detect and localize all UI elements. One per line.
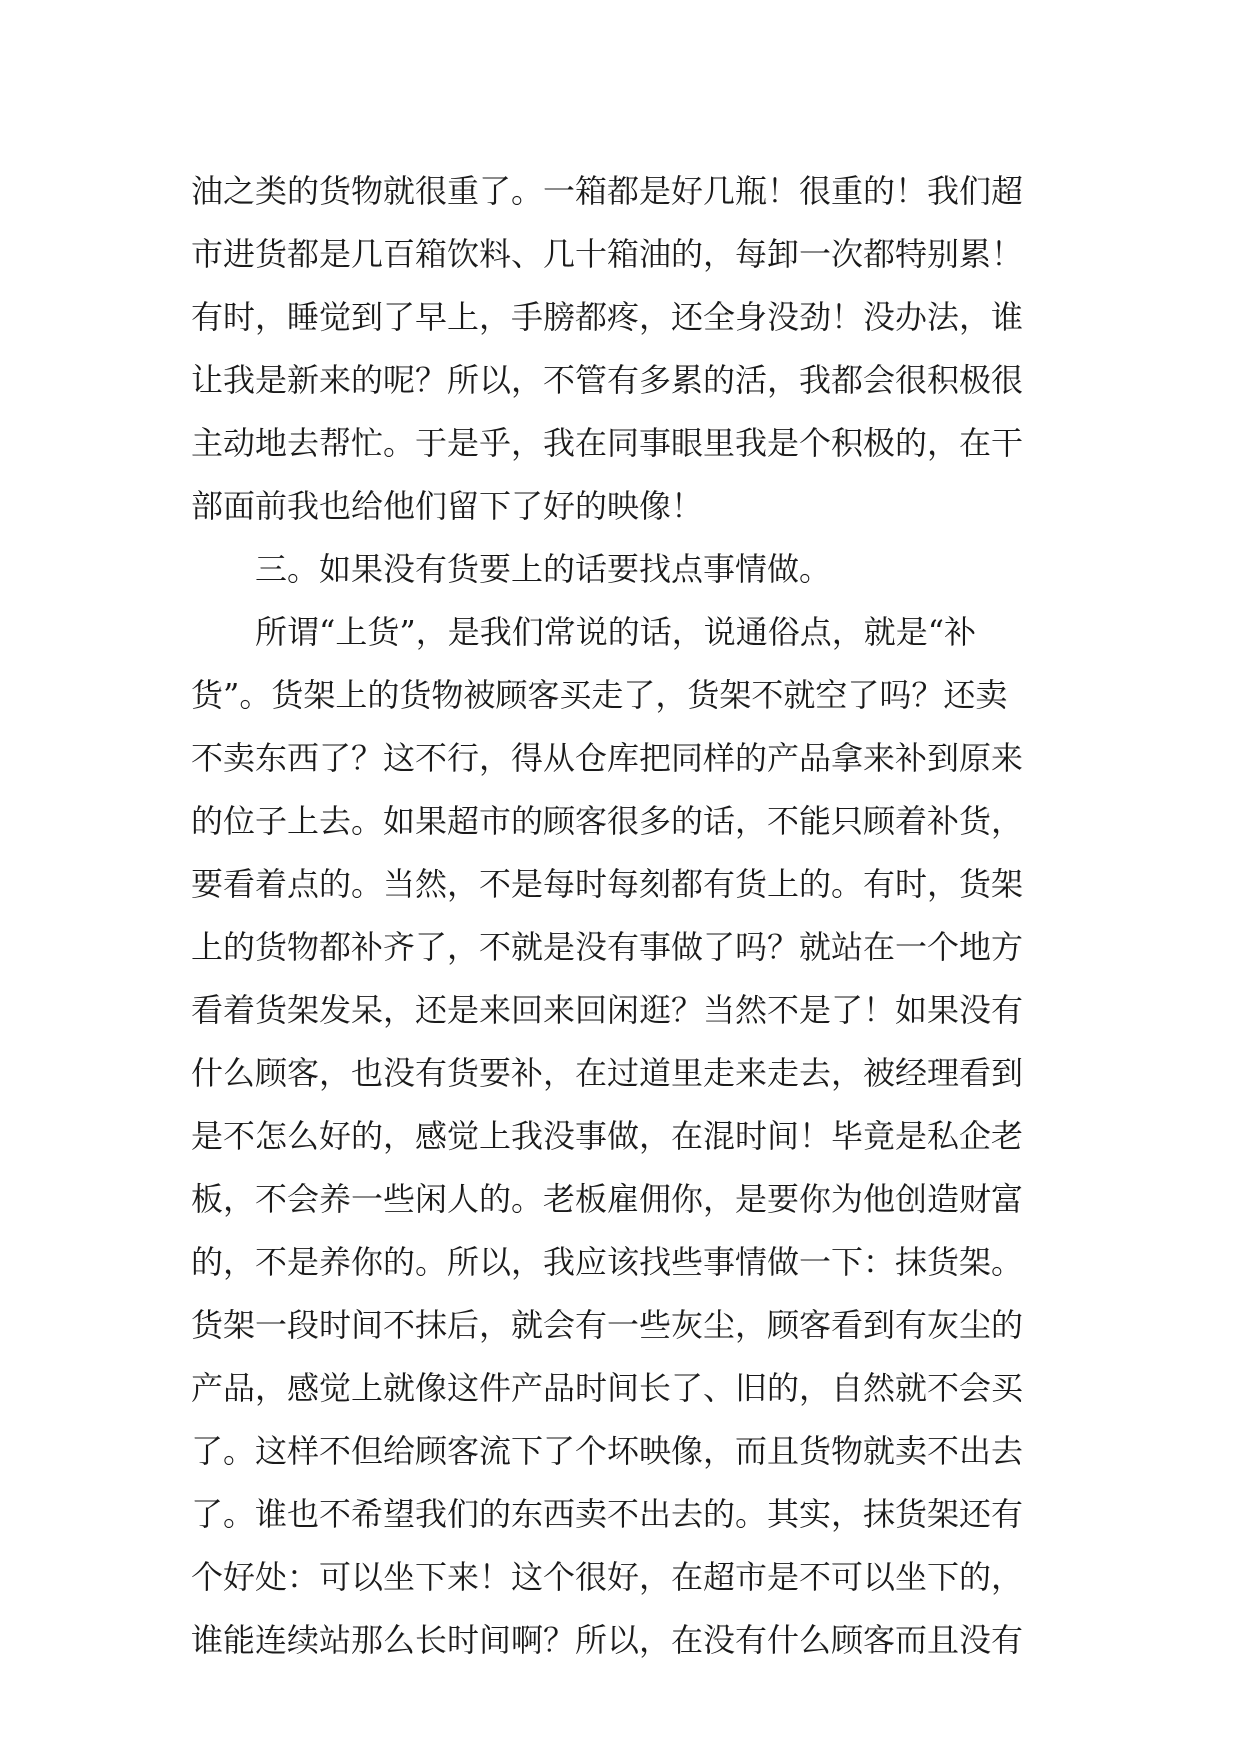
- text-line: 市进货都是几百箱饮料、几十箱油的，每卸一次都特别累！: [191, 235, 1024, 273]
- text-line: 了。谁也不希望我们的东西卖不出去的。其实，抹货架还有: [191, 1495, 1024, 1533]
- paragraph-start-line: 所谓“上货”，是我们常说的话，说通俗点，就是“补: [255, 613, 977, 651]
- text-line: 货”。货架上的货物被顾客买走了，货架不就空了吗？还卖: [191, 676, 1008, 714]
- text-line: 什么顾客，也没有货要补，在过道里走来走去，被经理看到: [191, 1054, 1024, 1092]
- text-line: 产品，感觉上就像这件产品时间长了、旧的，自然就不会买: [191, 1369, 1024, 1407]
- text-line: 个好处：可以坐下来！这个很好，在超市是不可以坐下的，: [191, 1558, 1024, 1596]
- text-line: 主动地去帮忙。于是乎，我在同事眼里我是个积极的，在干: [191, 424, 1024, 462]
- text-line: 谁能连续站那么长时间啊？所以，在没有什么顾客而且没有: [191, 1621, 1024, 1659]
- text-line: 的，不是养你的。所以，我应该找些事情做一下：抹货架。: [191, 1243, 1024, 1281]
- text-line: 货架一段时间不抹后，就会有一些灰尘，顾客看到有灰尘的: [191, 1306, 1024, 1344]
- text-line: 了。这样不但给顾客流下了个坏映像，而且货物就卖不出去: [191, 1432, 1024, 1470]
- text-line: 看着货架发呆，还是来回来回闲逛？当然不是了！如果没有: [191, 991, 1024, 1029]
- text-line: 的位子上去。如果超市的顾客很多的话，不能只顾着补货，: [191, 802, 1024, 840]
- text-line: 有时，睡觉到了早上，手膀都疼，还全身没劲！没办法，谁: [191, 298, 1024, 336]
- text-line: 不卖东西了？这不行，得从仓库把同样的产品拿来补到原来: [191, 739, 1024, 777]
- text-line: 部面前我也给他们留下了好的映像！: [191, 487, 704, 525]
- text-line: 上的货物都补齐了，不就是没有事做了吗？就站在一个地方: [191, 928, 1024, 966]
- text-line: 让我是新来的呢？所以，不管有多累的活，我都会很积极很: [191, 361, 1024, 399]
- text-line: 油之类的货物就很重了。一箱都是好几瓶！很重的！我们超: [191, 172, 1024, 210]
- section-heading: 三。如果没有货要上的话要找点事情做。: [255, 550, 832, 588]
- body-text: [191, 160, 1071, 1672]
- text-line: 要看着点的。当然，不是每时每刻都有货上的。有时，货架: [191, 865, 1024, 903]
- text-line: 是不怎么好的，感觉上我没事做，在混时间！毕竟是私企老: [191, 1117, 1024, 1155]
- text-line: 板，不会养一些闲人的。老板雇佣你，是要你为他创造财富: [191, 1180, 1024, 1218]
